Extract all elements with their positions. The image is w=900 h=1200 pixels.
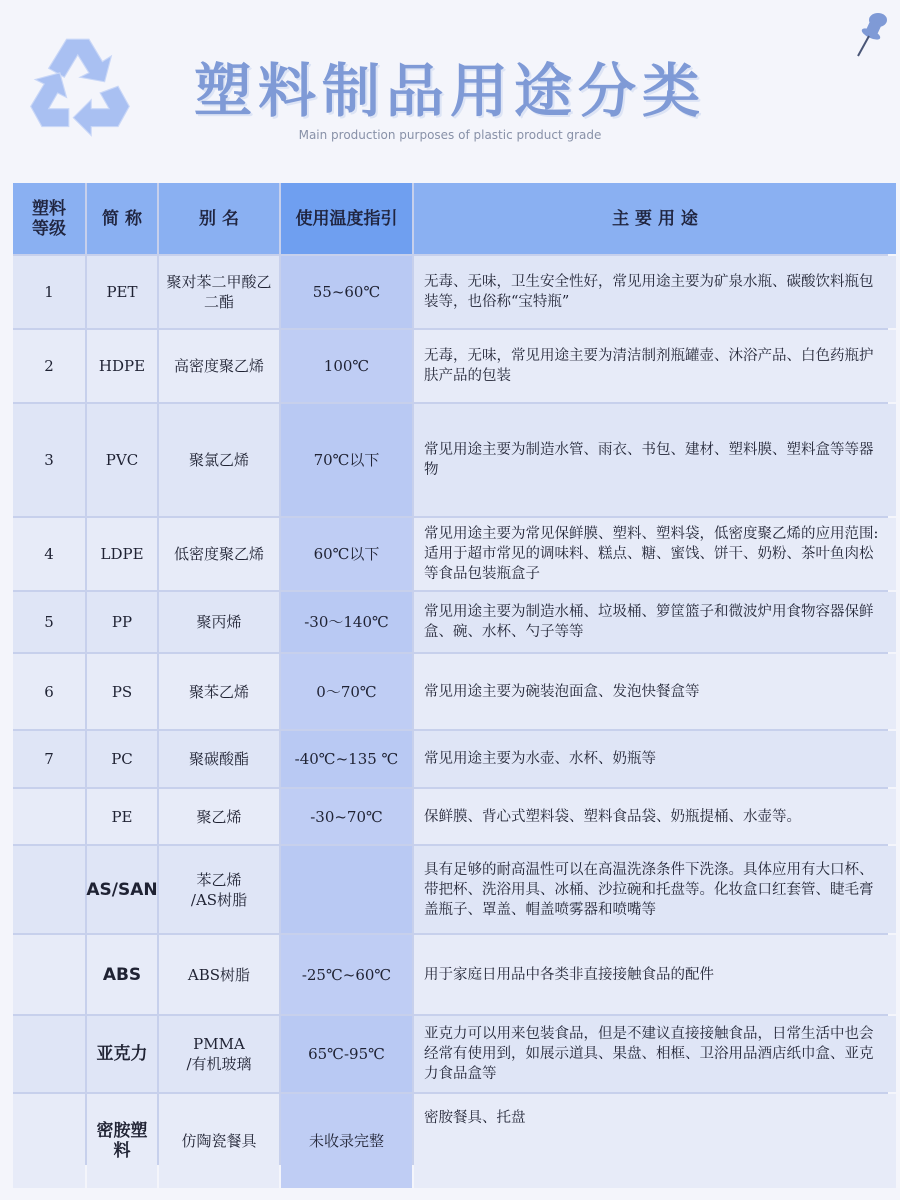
use-cell: 常见用途主要为制造水管、雨衣、书包、建材、塑料膜、塑料盒等等器物 [414,404,896,516]
abbr-cell: AS/SAN [87,846,157,933]
header-temp: 使用温度指引 [281,183,412,254]
temp-cell: -25℃~60℃ [281,935,412,1014]
abbr-cell: PC [87,731,157,787]
temp-cell: 70℃以下 [281,404,412,516]
abbr-cell: PE [87,789,157,844]
grade-cell [13,789,85,844]
abbr-cell: PET [87,256,157,328]
use-cell: 无毒、无味，卫生安全性好，常见用途主要为矿泉水瓶、碳酸饮料瓶包装等，也俗称“宝特瓶” [414,256,896,328]
abbr-cell: ABS [87,935,157,1014]
header-abbr: 简 称 [87,183,157,254]
temp-cell: 65℃-95℃ [281,1016,412,1092]
grade-cell [13,935,85,1014]
temp-cell: 55~60℃ [281,256,412,328]
alias-cell: 聚碳酸酯 [159,731,279,787]
use-cell: 常见用途主要为水壶、水杯、奶瓶等 [414,731,896,787]
abbr-cell: LDPE [87,518,157,590]
temp-cell: 60℃以下 [281,518,412,590]
use-cell: 无毒，无味，常见用途主要为清洁制剂瓶罐壶、沐浴产品、白色药瓶护肤产品的包装 [414,330,896,402]
grade-cell: 4 [13,518,85,590]
use-cell: 常见用途主要为常见保鲜膜、塑料、塑料袋，低密度聚乙烯的应用范围:适用于超市常见的调味料、糕点、糖、蜜饯、饼干、奶粉、茶叶鱼肉松等食品包装瓶盒子 [414,518,896,590]
alias-cell: 聚苯乙烯 [159,654,279,729]
alias-cell: ABS树脂 [159,935,279,1014]
header-alias: 别 名 [159,183,279,254]
alias-cell: 聚乙烯 [159,789,279,844]
abbr-cell: PP [87,592,157,652]
header-use: 主 要 用 途 [414,183,896,254]
page-subtitle: Main production purposes of plastic product grade [298,128,602,142]
temp-cell: 0～70℃ [281,654,412,729]
alias-cell: 低密度聚乙烯 [159,518,279,590]
grade-cell [13,1094,85,1188]
alias-cell: 苯乙烯 /AS树脂 [159,846,279,933]
alias-cell: 仿陶瓷餐具 [159,1094,279,1188]
grade-cell: 1 [13,256,85,328]
grade-cell [13,846,85,933]
temp-cell: -30~70℃ [281,789,412,844]
alias-cell: 高密度聚乙烯 [159,330,279,402]
grade-cell [13,1016,85,1092]
use-cell: 用于家庭日用品中各类非直接接触食品的配件 [414,935,896,1014]
abbr-cell: PS [87,654,157,729]
use-cell: 亚克力可以用来包装食品，但是不建议直接接触食品，日常生活中也会经常有使用到，如展示道具、果盘、相框、卫浴用品酒店纸巾盒、亚克力食品盒等 [414,1016,896,1092]
plastic-grade-table [13,183,888,1165]
temp-cell: -40℃~135 ℃ [281,731,412,787]
header-grade: 塑料 等级 [13,183,85,254]
temp-cell: -30～140℃ [281,592,412,652]
temp-cell: 未收录完整 [281,1094,412,1188]
grade-cell: 2 [13,330,85,402]
use-cell: 保鲜膜、背心式塑料袋、塑料食品袋、奶瓶提桶、水壶等。 [414,789,896,844]
abbr-cell: PVC [87,404,157,516]
grade-cell: 6 [13,654,85,729]
grade-cell: 7 [13,731,85,787]
alias-cell: 聚对苯二甲酸乙二酯 [159,256,279,328]
alias-cell: 聚氯乙烯 [159,404,279,516]
alias-cell: PMMA /有机玻璃 [159,1016,279,1092]
alias-cell: 聚丙烯 [159,592,279,652]
temp-cell [281,846,412,933]
use-cell: 具有足够的耐高温性可以在高温洗涤条件下洗涤。具体应用有大口杯、带把杯、洗浴用具、冰桶、沙拉碗和托盘等。化妆盒口红套管、睫毛膏盖瓶子、罩盖、帽盖喷雾器和喷嘴等 [414,846,896,933]
grade-cell: 3 [13,404,85,516]
abbr-cell: 亚克力 [87,1016,157,1092]
abbr-cell: 密胺塑料 [87,1094,157,1188]
use-cell: 常见用途主要为碗装泡面盒、发泡快餐盒等 [414,654,896,729]
temp-cell: 100℃ [281,330,412,402]
use-cell: 密胺餐具、托盘 [414,1094,896,1188]
page-title: 塑料制品用途分类 [193,57,706,125]
grade-cell: 5 [13,592,85,652]
abbr-cell: HDPE [87,330,157,402]
use-cell: 常见用途主要为制造水桶、垃圾桶、箩筐篮子和微波炉用食物容器保鲜盒、碗、水杯、勺子等等 [414,592,896,652]
